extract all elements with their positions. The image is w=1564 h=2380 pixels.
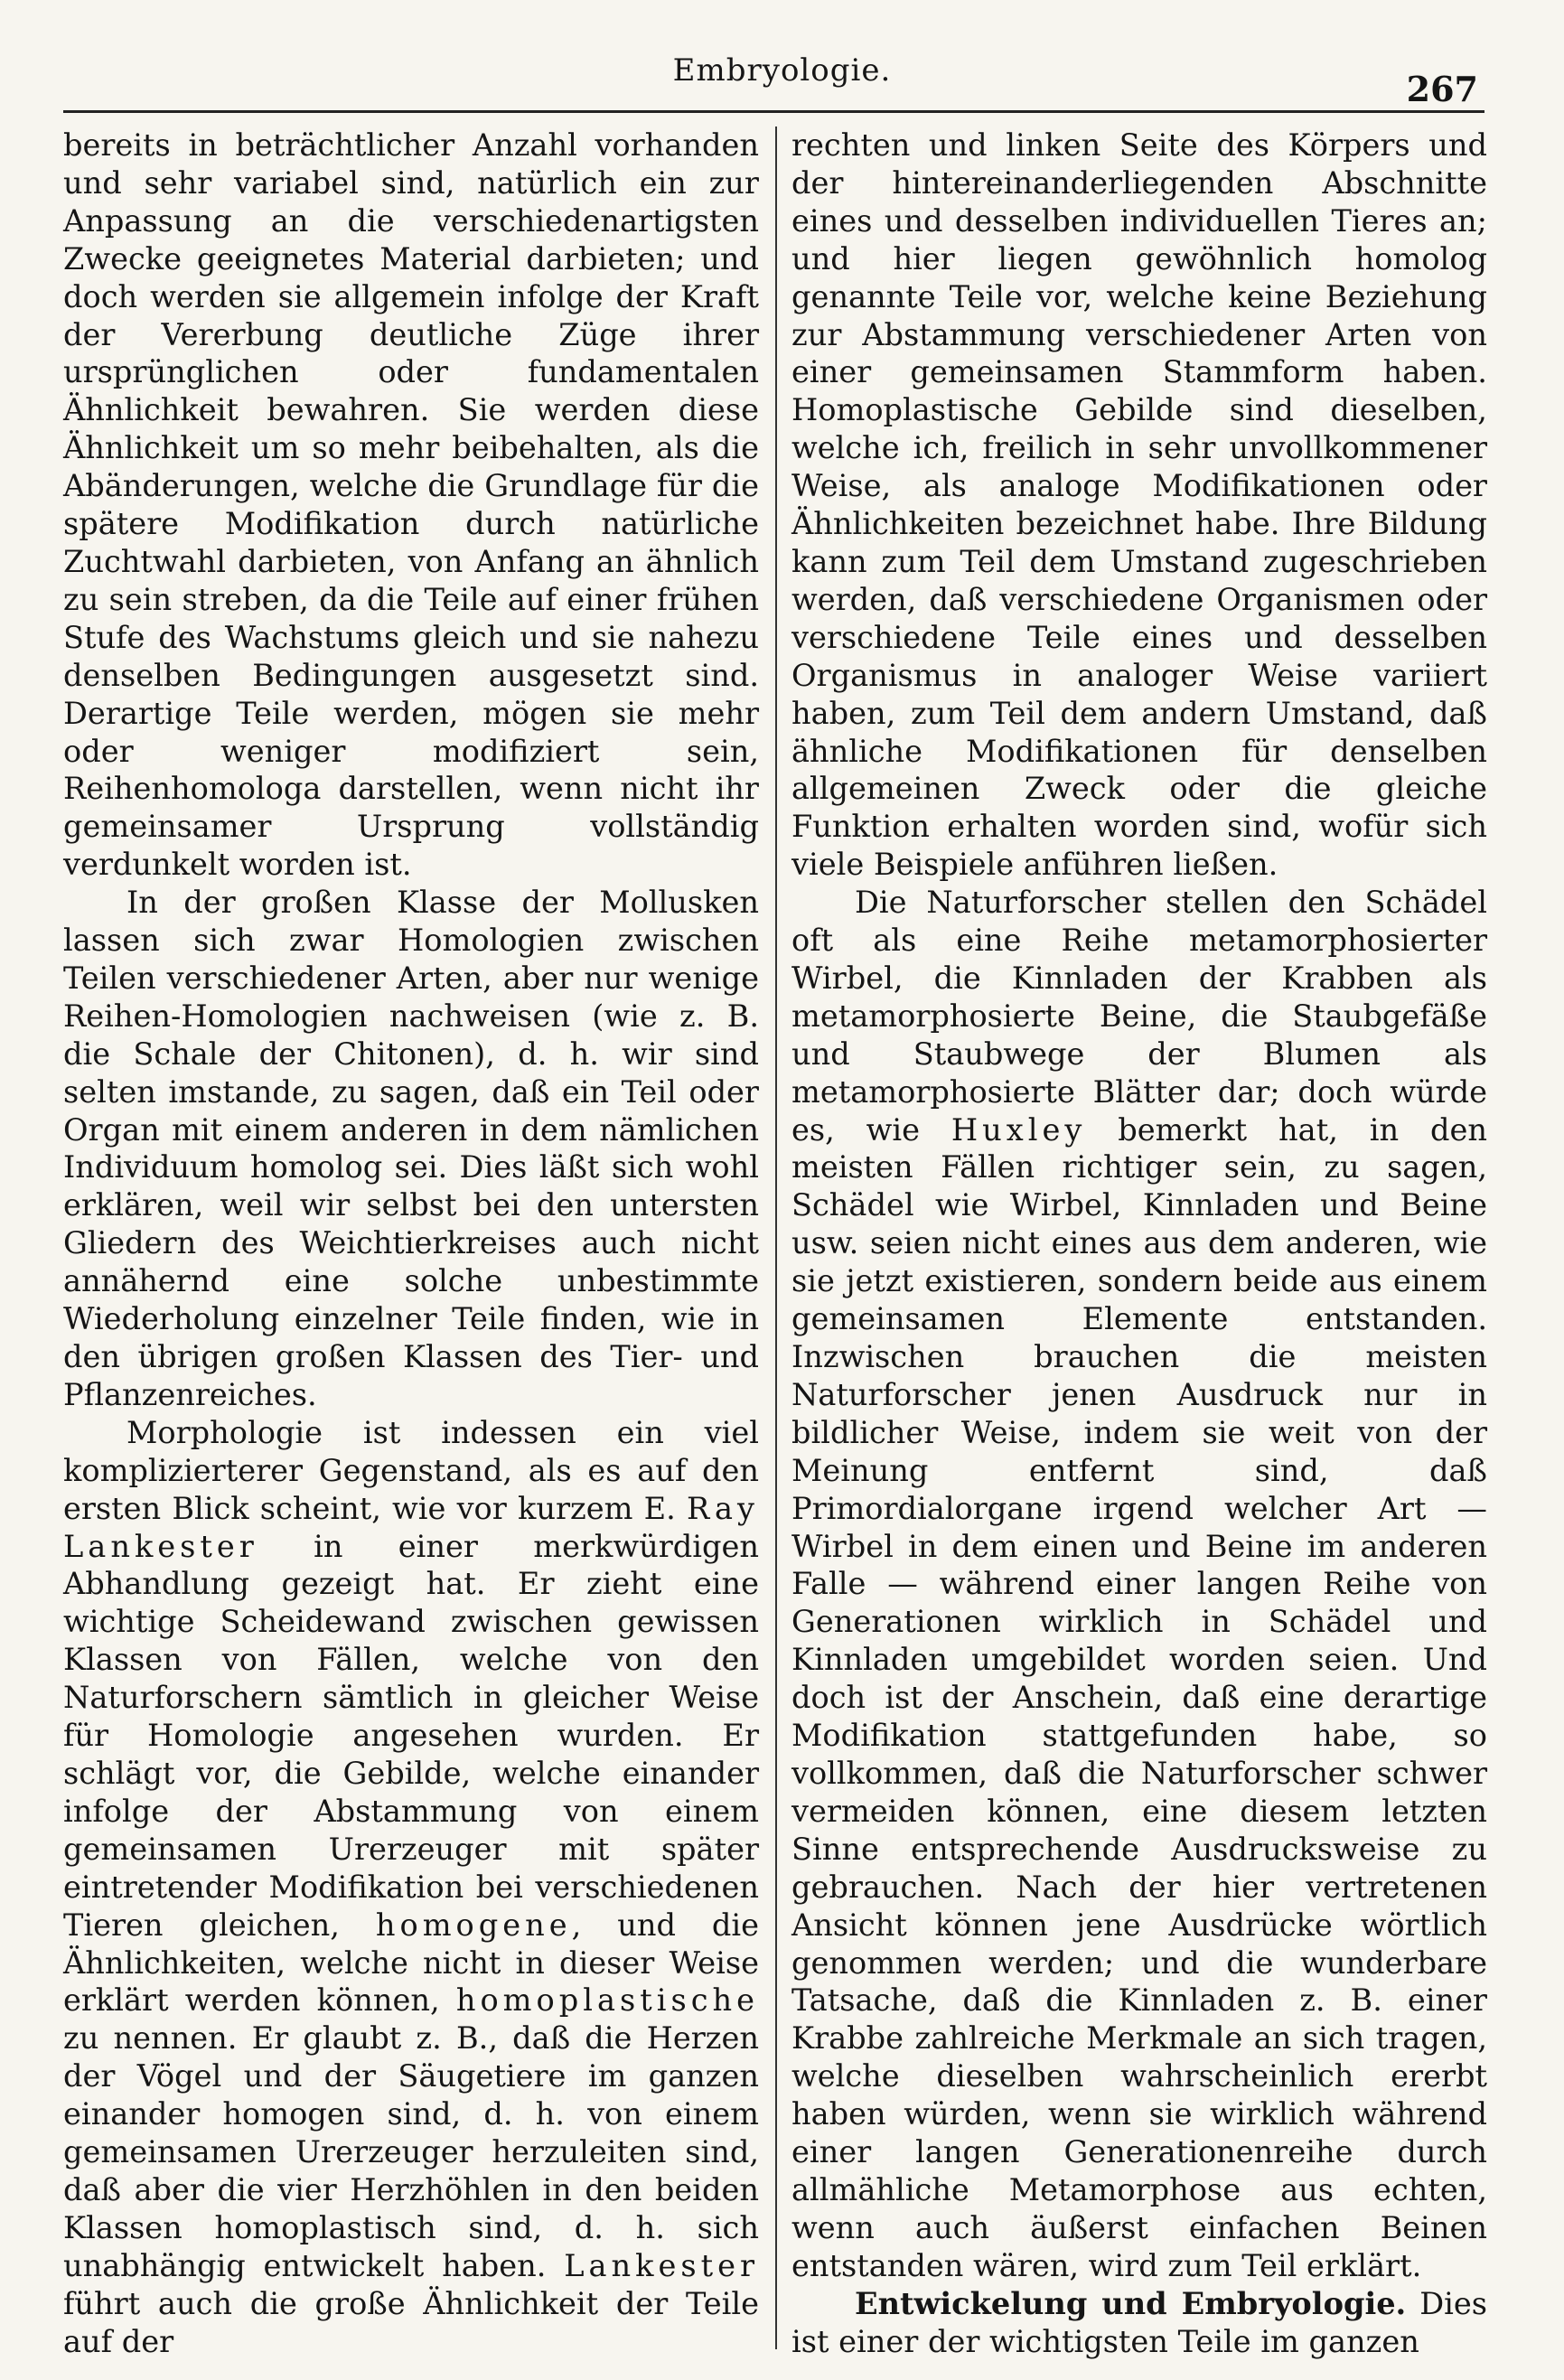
text-run: Die Naturforscher stellen den Schädel oft als eine Reihe metamorphosierter Wirbel, die Kinnladen der Krabben als metamorphosierte Beine, die Staubgefäße und Staubwege der Blumen als metamorphosierte Blätter dar; doch würde es, wie [791,885,1487,1148]
text-run: in einer merkwürdigen Abhandlung gezeigt hat. Er zieht eine wichtige Scheidewand zwischen gewissen Klassen von Fällen, welche von den Naturforschern sämtlich in gleicher Weise für Homologie angesehen wurden. Er schlägt vor, die Gebilde, welche einander infolge der Abstammung von einem gemeinsamen Urerzeuger mit später eintretender Modifikation bei verschiedenen Tieren gleichen, [63,1528,759,1943]
paragraph: In der großen Klasse der Mollusken lassen sich zwar Homologien zwischen Teilen verschiedener Arten, aber nur wenige Reihen-Homologien nachweisen (wie z. B. die Schale der Chitonen), d. h. wir sind selten imstande, zu sagen, daß ein Teil oder Organ mit einem anderen in dem nämlichen Individuum homolog sei. Dies läßt sich wohl erklären, weil wir selbst bei den untersten Gliedern des Weichtierkreises auch nicht annähernd eine solche unbestimmte Wiederholung einzelner Teile finden, wie in den übrigen großen Klassen des Tier- und Pflanzenreiches. [63,885,759,1412]
column-divider [775,126,777,2349]
text-run: zu nennen. Er glaubt z. B., daß die Herzen der Vögel und der Säugetiere im ganzen einander homogen sind, d. h. von einem gemeinsamen Urerzeuger herzuleiten sind, daß aber die vier Herzhöhlen in den beiden Klassen homoplastisch sind, d. h. sich unabhängig entwickelt haben. [63,2020,759,2283]
paragraph: rechten und linken Seite des Körpers und der hintereinanderliegenden Abschnitte eines und desselben individuellen Tieres an; und hier liegen gewöhnlich homolog genannte Teile vor, welche keine Beziehung zur Abstammung verschiedener Arten von einer gemeinsamen Stammform haben. Homoplastische Gebilde sind dieselben, welche ich, freilich in sehr unvollkommener Weise, als analoge Modifikationen oder Ähnlichkeiten bezeichnet habe. Ihre Bildung kann zum Teil dem Umstand zugeschrieben werden, daß verschiedene Organismen oder verschiedene Teile eines und desselben Organismus in analoger Weise variiert haben, zum Teil dem andern Umstand, daß ähnliche Modifikationen für denselben allgemeinen Zweck oder die gleiche Funktion erhalten worden sind, wofür sich viele Beispiele anführen ließen. [791,127,1487,883]
text-run: führt auch die große Ähnlichkeit der Teile auf der [63,2285,759,2359]
term-emphasis: homogene [375,1907,572,1943]
text-run: bemerkt hat, in den meisten Fällen richtiger sein, zu sagen, Schädel wie Wirbel, Kinnladen und Beine usw. seien nicht eines aus dem anderen, wie sie jetzt existieren, sondern beide aus einem gemeinsamen Elemente entstanden. Inzwischen brauchen die meisten Naturforscher jenen Ausdruck nur in bildlicher Weise, indem sie weit von der Meinung entfernt sind, daß Primordialorgane irgend welcher Art — Wirbel in dem einen und Beine im anderen Falle — während einer langen Reihe von Generationen wirklich in Schädel und Kinnladen umgebildet worden seien. Und doch ist der Anschein, daß eine derartige Modifikation stattgefunden habe, so vollkommen, daß die Naturforscher schwer vermeiden können, eine diesem letzten Sinne entsprechende Ausdrucksweise zu gebrauchen. Nach der hier vertretenen Ansicht können jene Ausdrücke wörtlich genommen werden; und die wunderbare Tatsache, daß die Kinnladen z. B. einer Krabbe zahlreiche Merkmale an sich tragen, welche dieselben wahrscheinlich ererbt haben würden, wenn sie wirklich während einer langen Generationenreihe durch allmähliche Metamorphose aus echten, wenn auch äußerst einfachen Beinen entstanden wären, wird zum Teil erklärt. [791,1111,1487,2283]
running-title: Embryologie. [672,52,892,89]
author-name: Lankester [564,2247,759,2283]
text-run: Morphologie ist indessen ein viel komplizierterer Gegenstand, als es auf den ersten Blick scheint, wie vor kurzem E. [63,1414,759,1526]
paragraph: bereits in beträchtlicher Anzahl vorhanden und sehr variabel sind, natürlich ein zur Anpassung an die verschiedenartigsten Zwecke geeignetes Material darbieten; und doch werden sie allgemein infolge der Kraft der Vererbung deutliche Züge ihrer ursprünglichen oder fundamentalen Ähnlichkeit bewahren. Sie werden diese Ähnlichkeit um so mehr beibehalten, als die Abänderungen, welche die Grundlage für die spätere Modifikation durch natürliche Zuchtwahl darbieten, von Anfang an ähnlich zu sein streben, da die Teile auf einer frühen Stufe des Wachstums gleich und sie nahezu denselben Bedingungen ausgesetzt sind. Derartige Teile werden, mögen sie mehr oder weniger modifiziert sein, Reihenhomologa darstellen, wenn nicht ihr gemeinsamer Ursprung vollständig verdunkelt worden ist. [63,127,759,883]
author-name: Huxley [951,1111,1087,1148]
paragraph [63,1414,759,2361]
text-run: Dies ist einer der wichtigsten Teile im ganzen [791,2285,1488,2359]
text-run: , und die Ähnlichkeiten, welche nicht in dieser Weise erklärt werden können, [63,1907,759,2019]
paragraph [791,884,1487,2285]
paragraph [791,2285,1487,2361]
section-heading: Entwickelung und Embryologie. [855,2284,1407,2321]
page-number: 267 [1406,69,1478,109]
header-rule [63,110,1484,113]
author-name: Ray Lankester [63,1490,759,1564]
term-emphasis: homoplastische [455,1982,759,2019]
left-column [63,126,759,2360]
right-column [791,126,1487,2360]
